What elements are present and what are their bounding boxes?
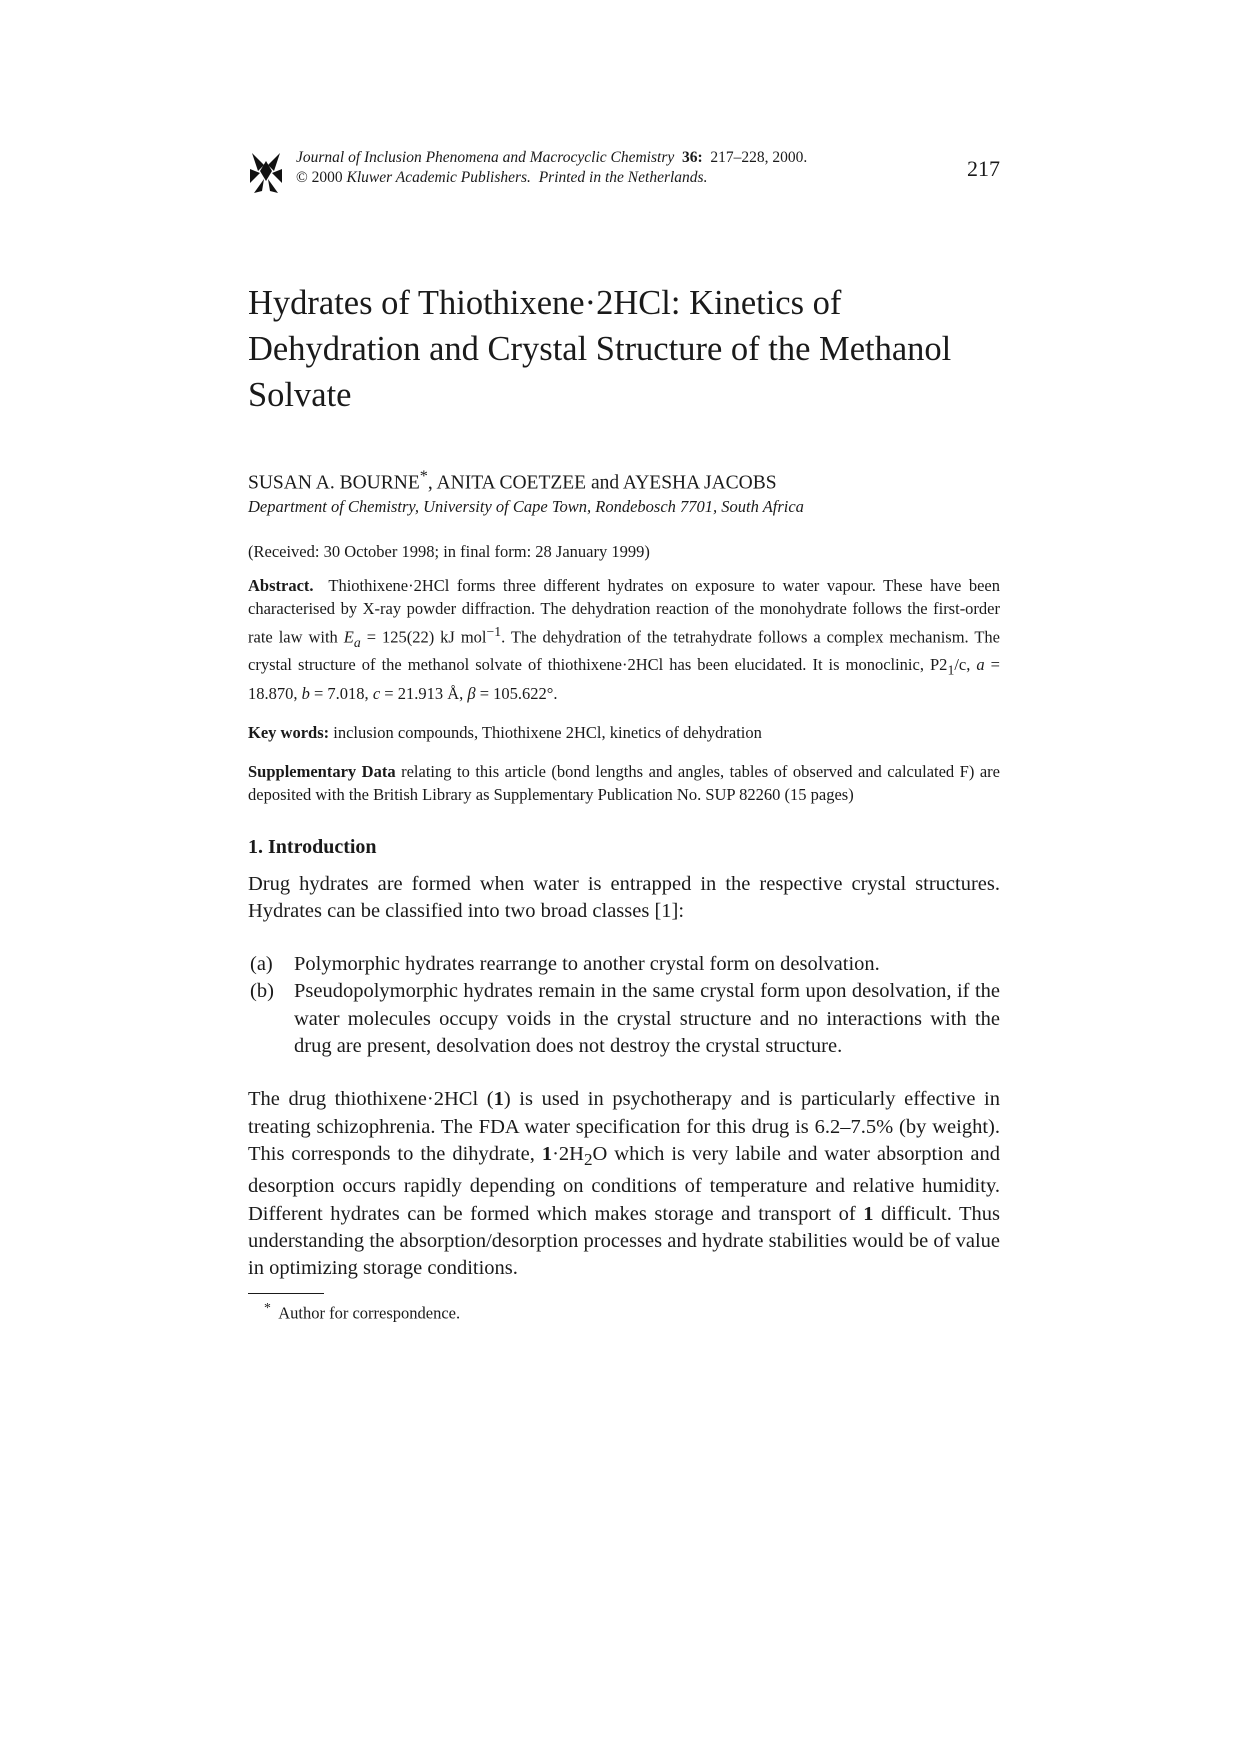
paragraph-text: difficult. Thus understanding the absorption/desorption processes and hydrate stabilities would be of value in optimizing storage conditions. [248, 1202, 1000, 1280]
symbol: b [301, 683, 310, 703]
abstract-text: = 125(22) kJ mol [360, 627, 487, 646]
superscript: −1 [486, 623, 502, 639]
list-item [248, 978, 1000, 1060]
subscript: 2 [583, 1150, 593, 1170]
title-line: Hydrates of Thiothixene·2HCl: Kinetics of [248, 284, 842, 322]
received-dates: (Received: 30 October 1998; in final form: 28 January 1999) [248, 541, 650, 561]
title-line: Solvate [248, 376, 352, 414]
journal-line-2 [296, 168, 807, 188]
symbol: β [467, 683, 476, 703]
author-list [248, 464, 1000, 496]
publisher-logo-icon [248, 151, 284, 195]
footnote-mark: * [264, 1299, 271, 1315]
supplementary-label: Supplementary Data [248, 761, 396, 781]
abstract-text: = 18.870, [248, 655, 1000, 703]
footnote-text: Author for correspondence. [278, 1303, 461, 1323]
abstract [248, 574, 1000, 705]
abstract-text: . The dehydration of the tetrahydrate follows a complex mechanism. The crystal structure of the methanol solvate of thiothixene·2HCl has been elucidated. It is monoclinic, P2 [248, 627, 1000, 675]
printed-in: Printed in the Netherlands. [538, 169, 708, 186]
subscript: a [353, 634, 361, 650]
abstract-label: Abstract. [248, 575, 314, 595]
symbol: c [372, 683, 381, 703]
list-item-label: (b) [250, 980, 274, 1003]
author-footnote-mark: * [419, 467, 428, 485]
supplementary-text: relating to this article (bond lengths and angles, tables of observed and calculated F) are deposited with the British Library as Supplementary Publication No. SUP 82260 (15 pages) [248, 761, 1000, 804]
paragraph-text: The drug thiothixene·2HCl ( [248, 1088, 494, 1111]
page-number: 217 [967, 156, 1000, 181]
compound-number: 1 [541, 1142, 553, 1165]
compound-number: 1 [493, 1088, 504, 1111]
list-item-text: Polymorphic hydrates rearrange to another crystal form on desolvation. [294, 953, 880, 976]
list-item [248, 951, 1000, 978]
copyright: © 2000 [296, 169, 343, 186]
affiliation: Department of Chemistry, University of Cape Town, Rondebosch 7701, South Africa [248, 496, 804, 516]
abstract-text: Thiothixene·2HCl forms three different hydrates on exposure to water vapour. These have been characterised by X-ray powder diffraction. The dehydration reaction of the monohydrate follows the first-order rate law with [248, 575, 1001, 646]
abstract-text: = 21.913 Å, [380, 683, 468, 703]
keywords [248, 721, 1000, 744]
journal-volume: 36: [681, 149, 703, 166]
abstract-text: /c, [954, 655, 977, 675]
article-body [248, 280, 1000, 1323]
author-name: SUSAN A. BOURNE [248, 472, 420, 494]
abstract-text: = 7.018, [309, 683, 373, 703]
footnote [248, 1300, 1000, 1324]
article-title [248, 280, 1000, 418]
symbol: a [976, 655, 985, 675]
journal-pages: 217–228, 2000. [710, 149, 808, 166]
keywords-label: Key words: [248, 722, 330, 742]
hydrate-class-list [248, 951, 1000, 1060]
paragraph: Drug hydrates are formed when water is entrapped in the respective crystal structures. Hydrates can be classified into two broad classes [1]: [248, 872, 1000, 922]
supplementary-data [248, 760, 1000, 806]
section-heading: 1. Introduction [248, 835, 377, 858]
paragraph-text: ·2H [552, 1142, 584, 1165]
paragraph [248, 1086, 1000, 1282]
journal-line-1 [296, 148, 807, 168]
abstract-text: = 105.622°. [475, 683, 558, 703]
author-names: , ANITA COETZEE and AYESHA JACOBS [427, 472, 777, 494]
subscript: 1 [947, 662, 955, 678]
compound-number: 1 [863, 1202, 874, 1225]
publisher-name: Kluwer Academic Publishers. [346, 169, 531, 186]
footnote-rule [248, 1293, 324, 1294]
journal-name: Journal of Inclusion Phenomena and Macrocyclic Chemistry [296, 149, 675, 166]
keywords-text: inclusion compounds, Thiothixene 2HCl, kinetics of dehydration [333, 722, 762, 742]
paragraph-text: O which is very labile and water absorption and desorption occurs rapidly depending on conditions of temperature and relative humidity. Different hydrates can be formed which makes storage and transport of [248, 1142, 1000, 1225]
journal-citation [296, 148, 807, 188]
symbol: E [343, 627, 354, 646]
paragraph-text: ) is used in psychotherapy and is particularly effective in treating schizophrenia. The FDA water specification for this drug is 6.2–7.5% (by weight). This corresponds to the dihydrate, [248, 1088, 1000, 1165]
list-item-text: Pseudopolymorphic hydrates remain in the same crystal form upon desolvation, if the water molecules occupy voids in the crystal structure and no interactions with the drug are present, desolvation does not destroy the crystal structure. [294, 980, 1000, 1058]
title-line: Dehydration and Crystal Structure of the Methanol [248, 330, 952, 368]
list-item-label: (a) [250, 953, 273, 976]
